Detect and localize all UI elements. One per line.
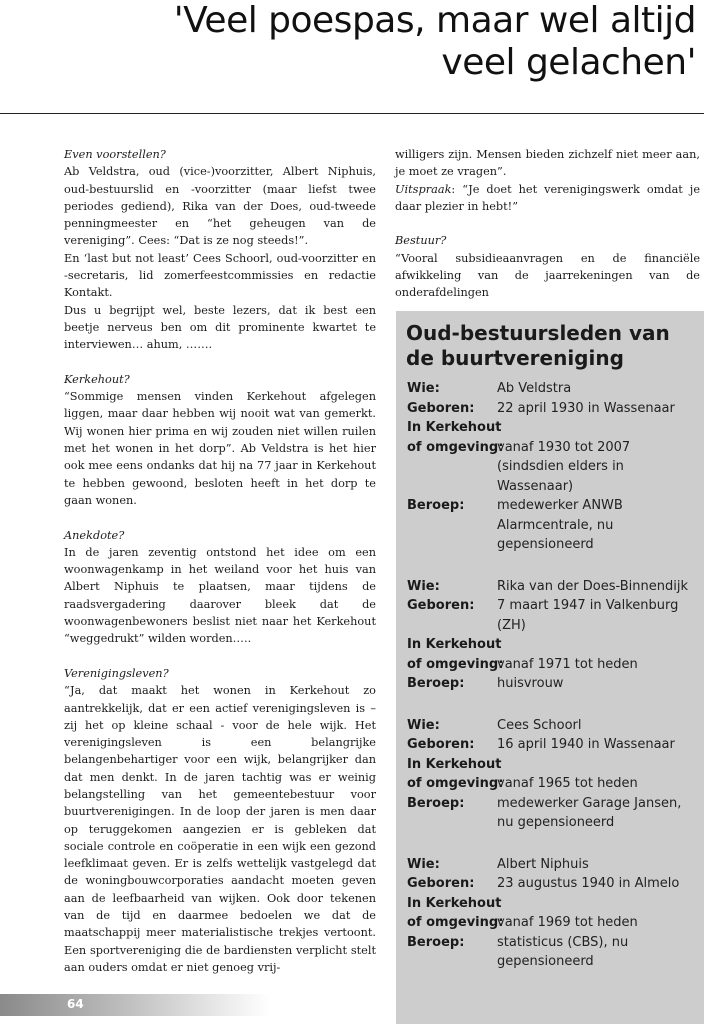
title-line-1: 'Veel poespas, maar wel altijd — [173, 0, 696, 41]
label-geboren: Geboren: — [407, 876, 475, 891]
paragraph: “Sommige mensen vinden Kerkehout afgelegen liggen, maar daar hebben wij nooit wat van gemerkt. Wij wonen hier prima en wij zouden niet willen ruilen met het wonen in het dorp”. Ab Veldstra is het hier ook mee eens ondanks dat hij na 77 jaar in Kerkehout te hebben gewoond, besloten heeft in het dorp te gaan wonen. — [64, 390, 376, 507]
value-beroep: medewerker Garage Jansen, nu gepensioneerd — [497, 795, 682, 830]
label-beroep: Beroep: — [407, 934, 465, 950]
left-column — [64, 146, 376, 976]
quote-text: : “Je doet het verenigingswerk omdat je daar plezier in hebt!” — [395, 182, 700, 213]
title-rule — [0, 113, 704, 114]
label-of-omgeving: of omgeving: — [407, 915, 504, 930]
value-geboren: 23 augustus 1940 in Almelo — [497, 876, 680, 891]
label-wie: Wie: — [407, 381, 440, 396]
paragraph: “Ja, dat maakt het wonen in Kerkehout zo aantrekkelijk, dat er een actief verenigingsleven is – zij het op kleine schaal - voor de hele wijk. Het verenigingsleven is een belangrijke belangenbehartiger voor een wijk, belangrijker dan dat men denkt. In de jaren tachtig was er weinig belangstelling van het gemeentebestuur voor buurtverenigingen. In de loop der jaren is men daar op teruggekomen aangezien er is gebleken dat sociale controle en coöperatie in een wijk een gezond leefklimaat geven. Er is zelfs wettelijk vastgelegd dat de woningbouwcorporaties aandacht moeten geven aan de leefbaarheid van wijken. Ook door tekenen van de tijd en daarmee bedoelen we dat de maatschappij meer materialistische trekjes vertoont. Een sportvereniging die de bardiensten verplicht stelt aan ouders omdat er niet genoeg vrij- — [64, 684, 376, 974]
page-title — [76, 0, 696, 84]
label-geboren: Geboren: — [407, 598, 475, 613]
value-wie: Cees Schoorl — [497, 717, 582, 733]
member-record — [396, 577, 704, 694]
label-of-omgeving: of omgeving: — [407, 439, 504, 455]
page-number: 64 — [67, 997, 84, 1011]
value-omgeving: vanaf 1930 tot 2007 (sindsdien elders in Wassenaar) — [497, 439, 631, 494]
sidebar-heading: Oud-bestuursleden van de buurtvereniging — [406, 321, 670, 370]
label-in-kerkehout: In Kerkehout — [407, 895, 502, 911]
value-geboren: 7 maart 1947 in Valkenburg (ZH) — [497, 598, 679, 633]
paragraph — [395, 181, 700, 216]
label-in-kerkehout: In Kerkehout — [407, 420, 502, 435]
question-heading: Even voorstellen? — [64, 148, 166, 161]
quote-label: Uitspraak — [395, 182, 452, 196]
value-beroep: statisticus (CBS), nu gepensioneerd — [497, 934, 629, 969]
right-column — [395, 146, 700, 302]
member-record — [396, 716, 704, 833]
label-wie: Wie: — [407, 717, 440, 733]
value-geboren: 16 april 1940 in Wassenaar — [497, 737, 675, 752]
question-heading: Bestuur? — [395, 234, 447, 248]
member-record — [396, 855, 704, 972]
value-beroep: huisvrouw — [497, 676, 564, 691]
paragraph: willigers zijn. Mensen bieden zichzelf niet meer aan, je moet ze vragen”. — [395, 148, 700, 179]
question-heading: Anekdote? — [64, 528, 125, 542]
label-wie: Wie: — [407, 856, 440, 872]
value-wie: Ab Veldstra — [497, 381, 572, 396]
label-beroep: Beroep: — [407, 676, 465, 691]
label-beroep: Beroep: — [407, 498, 465, 513]
value-omgeving: vanaf 1969 tot heden — [497, 915, 638, 930]
footer-bar — [0, 994, 270, 1016]
label-geboren: Geboren: — [407, 737, 475, 752]
paragraph: En ‘last but not least’ Cees Schoorl, oud-voorzitter en -secretaris, lid zomerfeestcommissies en redactie Kontakt. — [64, 251, 376, 300]
value-wie: Rika van der Does-Binnendijk — [497, 578, 689, 594]
former-board-members-box — [396, 311, 704, 1024]
member-record — [396, 379, 704, 555]
value-wie: Albert Niphuis — [497, 856, 589, 872]
label-in-kerkehout: In Kerkehout — [407, 756, 502, 772]
question-heading: Kerkehout? — [64, 372, 130, 386]
paragraph: Dus u begrijpt wel, beste lezers, dat ik best een beetje nerveus ben om dit prominente kwartet te interviewen… ahum, ……. — [64, 303, 376, 352]
value-omgeving: vanaf 1965 tot heden — [497, 776, 638, 791]
value-omgeving: vanaf 1971 tot heden — [497, 656, 638, 672]
paragraph: “Vooral subsidieaanvragen en de financiële afwikkeling van de jaarrekeningen van de onderafdelingen — [395, 251, 700, 300]
value-beroep: medewerker ANWB Alarmcentrale, nu gepensioneerd — [497, 498, 623, 552]
question-heading: Verenigingsleven? — [64, 666, 169, 680]
label-of-omgeving: of omgeving: — [407, 656, 504, 672]
value-geboren: 22 april 1930 in Wassenaar — [497, 400, 675, 416]
paragraph: In de jaren zeventig ontstond het idee om een woonwagenkamp in het weiland voor het huis van Albert Niphuis te plaatsen, maar tijdens de raadsvergadering daarover bleek dat de woonwagenbewoners beslist niet naar het Kerkehout “weggedrukt” wilden worden….. — [64, 545, 376, 646]
paragraph: Ab Veldstra, oud (vice-)voorzitter, Albert Niphuis, oud-bestuurslid en -voorzitter (maar liefst twee periodes gediend), Rika van der Does, oud-tweede penningmeester en “het geheugen van de vereniging”. Cees: “Dat is ze nog steeds!”. — [64, 165, 376, 248]
label-wie: Wie: — [407, 578, 440, 594]
label-of-omgeving: of omgeving: — [407, 776, 504, 791]
label-beroep: Beroep: — [407, 795, 465, 811]
title-line-2: veel gelachen' — [441, 42, 696, 83]
label-in-kerkehout: In Kerkehout — [407, 637, 502, 652]
label-geboren: Geboren: — [407, 400, 475, 416]
